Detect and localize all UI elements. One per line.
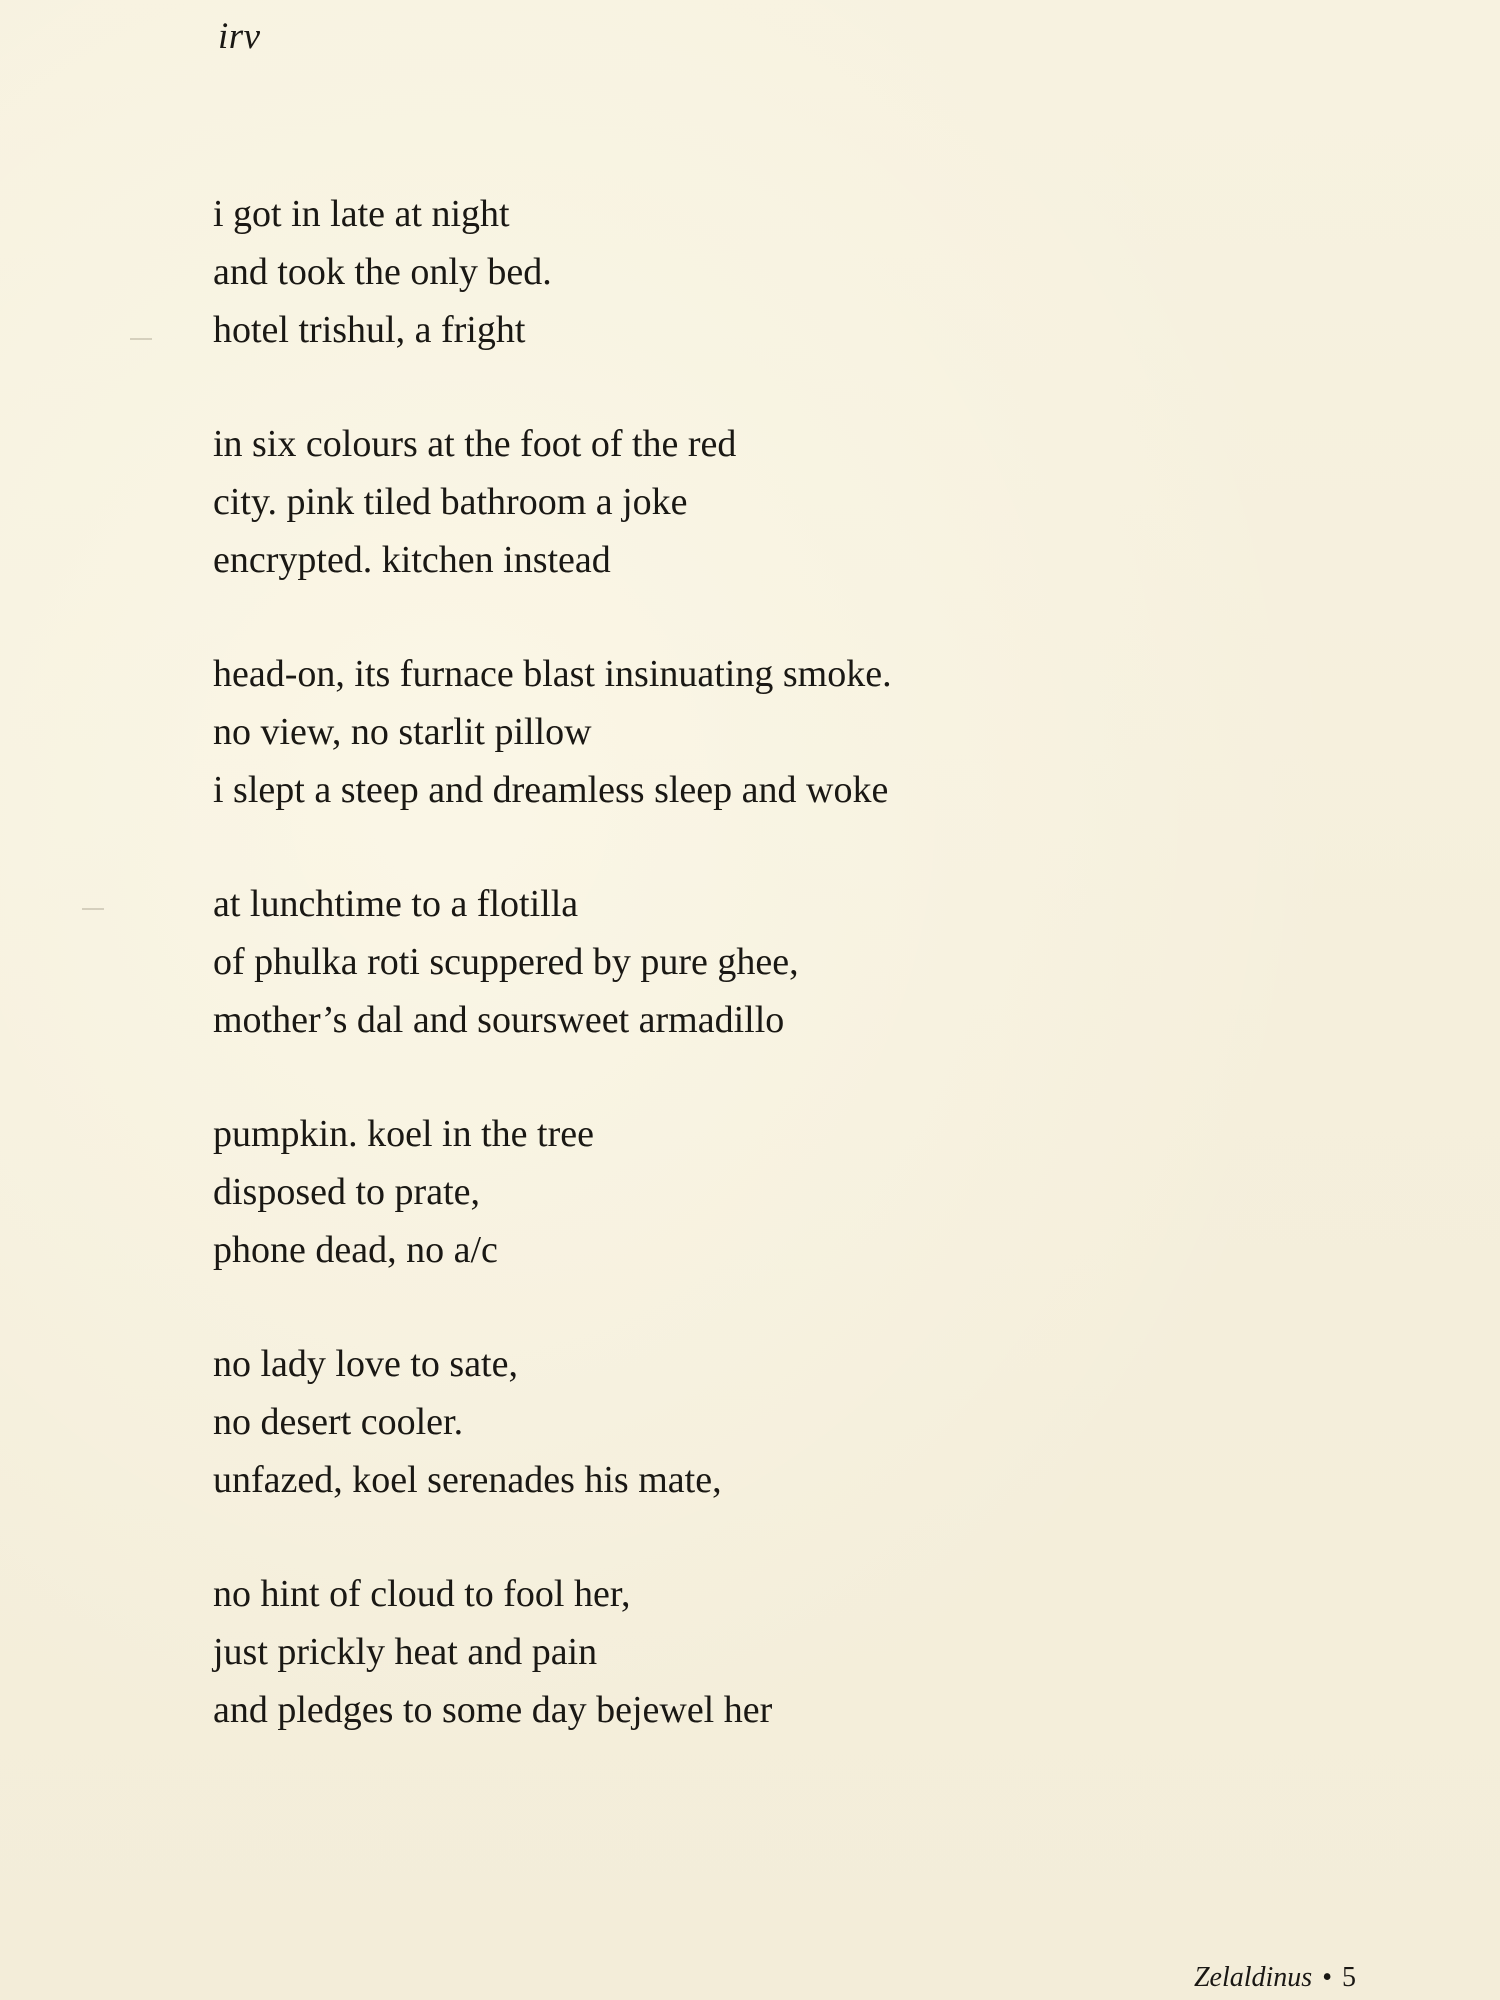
poem-line: i got in late at night [213, 193, 510, 235]
book-title: Zelaldinus [1193, 1962, 1313, 1993]
page-footer [1194, 1960, 1356, 1996]
stanza [213, 1335, 1313, 1565]
stanza [213, 645, 1313, 875]
poem-line: unfazed, koel serenades his mate, [213, 1459, 722, 1501]
poem-line: just prickly heat and pain [213, 1631, 598, 1673]
poem-line: at lunchtime to a flotilla [213, 883, 579, 925]
poem-line: no hint of cloud to fool her, [213, 1573, 631, 1615]
poem-line: no lady love to sate, [213, 1343, 518, 1385]
poem-line: mother’s dal and soursweet armadillo [213, 999, 785, 1041]
stanza [213, 185, 1313, 415]
poem-line: head-on, its furnace blast insinuating smoke. [213, 653, 892, 695]
poem-line: phone dead, no a/c [213, 1229, 498, 1271]
poem-line: disposed to prate, [213, 1171, 481, 1213]
margin-mark [82, 908, 104, 910]
poem-line: of phulka roti scuppered by pure ghee, [213, 941, 799, 983]
poem-line: encrypted. kitchen instead [213, 539, 611, 581]
footer-separator: • [1322, 1962, 1332, 1993]
poem-body [213, 185, 1313, 1795]
poem-line: no view, no starlit pillow [213, 711, 592, 753]
stanza [213, 415, 1313, 645]
stanza [213, 1105, 1313, 1335]
margin-mark [130, 338, 152, 340]
poem-line: in six colours at the foot of the red [213, 423, 737, 465]
page-number: 5 [1342, 1962, 1356, 1993]
poem-line: no desert cooler. [213, 1401, 464, 1443]
stanza [213, 875, 1313, 1105]
poem-line: city. pink tiled bathroom a joke [213, 481, 688, 523]
poem-line: pumpkin. koel in the tree [213, 1113, 594, 1155]
stanza [213, 1565, 1313, 1795]
poem-line: hotel trishul, a fright [213, 309, 526, 351]
poem-title: irv [218, 16, 261, 57]
poem-line: and took the only bed. [213, 251, 552, 293]
poem-line: i slept a steep and dreamless sleep and woke [213, 769, 889, 811]
poem-line: and pledges to some day bejewel her [213, 1689, 773, 1731]
